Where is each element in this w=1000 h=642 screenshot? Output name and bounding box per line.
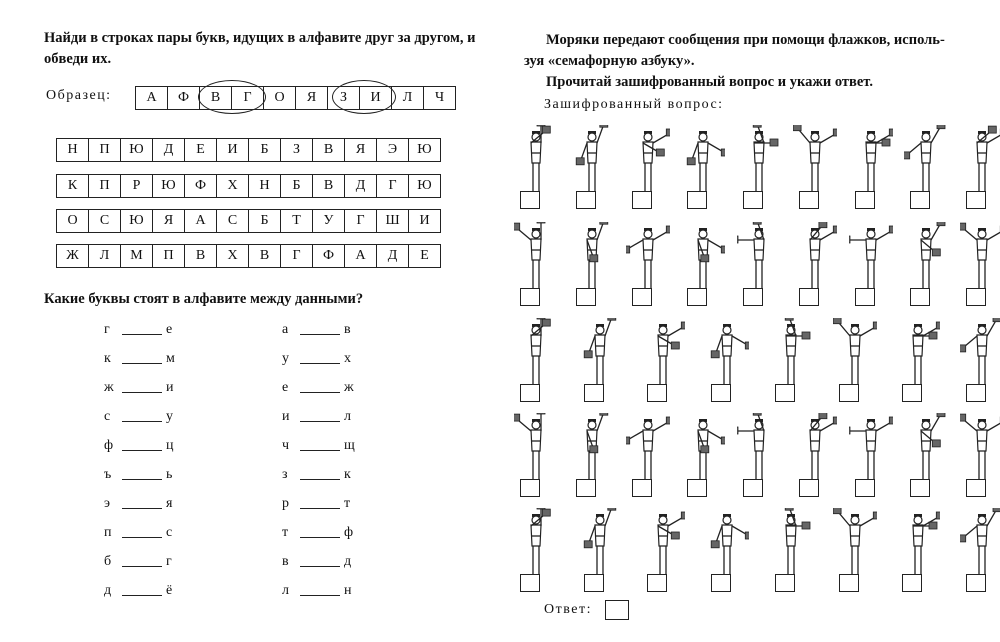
pair-second-letter: л (344, 409, 351, 424)
letter-answer-box[interactable] (855, 479, 875, 497)
letter-answer-box[interactable] (687, 191, 707, 209)
semaphore-figure (514, 125, 554, 195)
pair-second-letter: у (166, 409, 173, 424)
semaphore-figure (570, 222, 610, 292)
letter-cell[interactable]: Д (345, 175, 377, 197)
pair-row (104, 380, 174, 396)
cipher-label: Зашифрованный вопрос: (544, 97, 724, 112)
letter-cell[interactable]: Л (89, 245, 121, 267)
letter-answer-box[interactable] (855, 288, 875, 306)
sample-oval-1 (198, 80, 266, 114)
letter-cell[interactable]: Ю (121, 139, 153, 161)
sample-cell: З (328, 87, 360, 109)
answer-blank[interactable] (122, 449, 162, 451)
semaphore-figure (514, 222, 554, 292)
sample-cell: Л (392, 87, 424, 109)
pair-row (282, 409, 351, 425)
semaphore-figure (960, 222, 1000, 292)
pair-second-letter: т (344, 496, 351, 511)
pair-first-letter: з (282, 467, 288, 482)
sample-row (135, 86, 456, 110)
task3-line-3: Прочитай зашифрованный вопрос и укажи ответ. (546, 74, 873, 90)
semaphore-figure (896, 508, 936, 578)
pair-first-letter: т (282, 525, 289, 540)
pair-second-letter: я (166, 496, 173, 511)
pair-first-letter: и (282, 409, 290, 424)
letter-cell[interactable]: Б (249, 139, 281, 161)
semaphore-figure (849, 413, 889, 483)
letter-cell[interactable]: П (89, 139, 121, 161)
pair-second-letter: е (166, 322, 173, 337)
letter-cell[interactable]: Г (281, 245, 313, 267)
task3-text (524, 30, 994, 93)
pair-row (104, 438, 174, 454)
pair-second-letter: ф (344, 525, 354, 540)
pair-first-letter: ъ (104, 467, 112, 482)
letter-cell[interactable]: Ф (185, 175, 217, 197)
letter-answer-box[interactable] (520, 479, 540, 497)
semaphore-figure (896, 318, 936, 388)
letter-answer-box[interactable] (743, 191, 763, 209)
letter-answer-box[interactable] (910, 288, 930, 306)
letter-cell[interactable]: Ю (417, 178, 432, 193)
letter-cell[interactable]: Д (377, 245, 409, 267)
answer-blank[interactable] (122, 507, 162, 509)
semaphore-figure (626, 222, 666, 292)
task2-text: Какие буквы стоят в алфавите между данными? (44, 291, 364, 307)
letter-cell[interactable]: Я (345, 139, 377, 161)
pair-second-letter: ж (344, 380, 354, 395)
pair-second-letter: ц (166, 438, 174, 453)
pair-second-letter: х (344, 351, 351, 366)
semaphore-figure (626, 413, 666, 483)
letter-answer-box[interactable] (520, 574, 540, 592)
semaphore-figure (793, 125, 833, 195)
task3-line-1: Моряки передают сообщения при помощи флажков, исполь- (546, 32, 945, 48)
pair-row (282, 496, 350, 512)
letter-answer-box[interactable] (839, 384, 859, 402)
pair-first-letter: ф (104, 438, 114, 453)
pair-first-letter: у (282, 351, 289, 366)
letter-answer-box[interactable] (687, 479, 707, 497)
task1-label: Найди в строках пары букв, идущих в алфавите друг за другом, и обведи их. (44, 30, 476, 67)
letter-cell[interactable]: Ш (377, 210, 409, 232)
letter-answer-box[interactable] (910, 191, 930, 209)
semaphore-figure (960, 508, 1000, 578)
letter-answer-box[interactable] (966, 574, 986, 592)
letter-cell[interactable]: Е (420, 248, 429, 263)
letter-cell[interactable]: Г (377, 175, 409, 197)
letter-cell[interactable]: Ю (121, 210, 153, 232)
letter-answer-box[interactable] (855, 191, 875, 209)
letter-cell[interactable]: А (345, 245, 377, 267)
letter-cell[interactable]: В (313, 175, 345, 197)
answer-blank[interactable] (300, 362, 340, 364)
letter-cell[interactable]: Р (121, 175, 153, 197)
letter-cell[interactable]: Т (281, 210, 313, 232)
letter-answer-box[interactable] (632, 191, 652, 209)
semaphore-figure (514, 318, 554, 388)
pair-first-letter: э (104, 496, 111, 511)
semaphore-figure (641, 318, 681, 388)
letter-row (56, 138, 441, 162)
letter-cell[interactable]: В (313, 139, 345, 161)
pair-second-letter: г (166, 554, 172, 569)
sample-cell: Ф (168, 87, 200, 109)
letter-answer-box[interactable] (632, 479, 652, 497)
semaphore-figure (769, 318, 809, 388)
sample-cell: Ч (434, 90, 445, 105)
answer-blank[interactable] (122, 565, 162, 567)
semaphore-figure (514, 413, 554, 483)
letter-answer-box[interactable] (520, 384, 540, 402)
pair-second-letter: ь (166, 467, 173, 482)
letter-answer-box[interactable] (584, 384, 604, 402)
answer-blank[interactable] (122, 478, 162, 480)
letter-cell[interactable]: М (121, 245, 153, 267)
letter-cell[interactable]: И (419, 213, 430, 228)
answer-blank[interactable] (300, 507, 340, 509)
letter-answer-box[interactable] (902, 384, 922, 402)
letter-cell[interactable]: Х (217, 175, 249, 197)
answer-input[interactable] (605, 600, 629, 620)
semaphore-figure (960, 318, 1000, 388)
letter-cell[interactable]: П (89, 175, 121, 197)
semaphore-figure (641, 508, 681, 578)
pair-row (104, 467, 172, 483)
letter-cell[interactable]: С (89, 210, 121, 232)
pair-first-letter: ж (104, 380, 114, 395)
semaphore-figure (849, 222, 889, 292)
semaphore-figure (570, 413, 610, 483)
letter-row (56, 209, 441, 233)
letter-answer-box[interactable] (799, 288, 819, 306)
pair-second-letter: с (166, 525, 173, 540)
letter-answer-box[interactable] (687, 288, 707, 306)
answer-blank[interactable] (122, 536, 162, 538)
pair-row (104, 322, 172, 338)
pair-first-letter: к (104, 351, 111, 366)
letter-cell[interactable]: И (217, 139, 249, 161)
semaphore-figure (578, 508, 618, 578)
pair-row (282, 554, 351, 570)
letter-answer-box[interactable] (576, 288, 596, 306)
letter-cell[interactable]: Э (377, 139, 409, 161)
letter-answer-box[interactable] (647, 384, 667, 402)
letter-cell[interactable]: З (281, 139, 313, 161)
letter-cell[interactable]: В (185, 245, 217, 267)
letter-answer-box[interactable] (966, 479, 986, 497)
letter-answer-box[interactable] (902, 574, 922, 592)
pair-row (104, 583, 172, 599)
letter-row (56, 244, 441, 268)
answer-blank[interactable] (300, 333, 340, 335)
semaphore-figure (705, 318, 745, 388)
semaphore-figure (833, 318, 873, 388)
semaphore-figure (705, 508, 745, 578)
letter-answer-box[interactable] (966, 384, 986, 402)
letter-answer-box[interactable] (576, 191, 596, 209)
pair-row (104, 496, 172, 512)
answer-blank[interactable] (122, 594, 162, 596)
semaphore-figure (737, 413, 777, 483)
pair-first-letter: г (104, 322, 110, 337)
letter-cell[interactable]: П (153, 245, 185, 267)
answer-blank[interactable] (300, 420, 340, 422)
sample-oval-2 (332, 80, 396, 114)
letter-answer-box[interactable] (576, 479, 596, 497)
letter-cell[interactable]: Г (345, 210, 377, 232)
letter-cell[interactable]: Ю (153, 175, 185, 197)
pair-row (282, 438, 355, 454)
pair-row (282, 467, 351, 483)
answer-blank[interactable] (122, 420, 162, 422)
letter-answer-box[interactable] (743, 479, 763, 497)
answer-blank[interactable] (300, 565, 340, 567)
answer-blank[interactable] (300, 449, 340, 451)
answer-blank[interactable] (122, 362, 162, 364)
pair-first-letter: а (282, 322, 289, 337)
task3-line-2: зуя «семафорную азбуку». (524, 53, 695, 69)
pair-row (104, 525, 172, 541)
pair-first-letter: с (104, 409, 111, 424)
semaphore-figure (681, 222, 721, 292)
letter-answer-box[interactable] (775, 384, 795, 402)
letter-answer-box[interactable] (839, 574, 859, 592)
letter-answer-box[interactable] (584, 574, 604, 592)
letter-answer-box[interactable] (647, 574, 667, 592)
semaphore-figure (570, 125, 610, 195)
letter-answer-box[interactable] (632, 288, 652, 306)
letter-answer-box[interactable] (799, 479, 819, 497)
letter-cell[interactable]: Н (249, 175, 281, 197)
letter-answer-box[interactable] (966, 191, 986, 209)
pair-row (104, 409, 173, 425)
answer-blank[interactable] (300, 478, 340, 480)
pair-row (282, 525, 353, 541)
letter-cell[interactable]: Б (281, 175, 313, 197)
pair-second-letter: в (344, 322, 351, 337)
answer-blank[interactable] (122, 333, 162, 335)
pair-row (104, 351, 175, 367)
sample-cell: А (136, 87, 168, 109)
semaphore-figure (514, 508, 554, 578)
letter-cell[interactable]: А (185, 210, 217, 232)
pair-second-letter: ё (166, 583, 173, 598)
letter-cell[interactable]: Б (249, 210, 281, 232)
semaphore-figure (681, 413, 721, 483)
sample-label: Образец: (46, 88, 112, 103)
pair-first-letter: б (104, 554, 112, 569)
letter-answer-box[interactable] (520, 191, 540, 209)
pair-second-letter: щ (344, 438, 355, 453)
answer-label: Ответ: (544, 602, 592, 617)
pair-first-letter: е (282, 380, 289, 395)
pair-row (282, 583, 352, 599)
semaphore-figure (737, 222, 777, 292)
sample-cell: О (264, 87, 296, 109)
pair-second-letter: м (166, 351, 175, 366)
pair-second-letter: н (344, 583, 352, 598)
pair-row (282, 351, 351, 367)
sample-cell: В (200, 87, 232, 109)
semaphore-figure (960, 125, 1000, 195)
pair-first-letter: р (282, 496, 289, 511)
task1-text (44, 28, 484, 70)
pair-row (282, 322, 351, 338)
pair-row (282, 380, 354, 396)
pair-first-letter: л (282, 583, 289, 598)
semaphore-figure (960, 413, 1000, 483)
letter-answer-box[interactable] (711, 384, 731, 402)
semaphore-figure (793, 413, 833, 483)
letter-cell[interactable]: Е (185, 139, 217, 161)
sample-cell: Я (296, 87, 328, 109)
pair-first-letter: в (282, 554, 289, 569)
answer-blank[interactable] (300, 594, 340, 596)
letter-answer-box[interactable] (775, 574, 795, 592)
letter-answer-box[interactable] (520, 288, 540, 306)
letter-answer-box[interactable] (966, 288, 986, 306)
answer-blank[interactable] (300, 536, 340, 538)
letter-cell[interactable]: Ж (57, 245, 89, 267)
letter-cell[interactable]: К (57, 175, 89, 197)
letter-cell[interactable]: Х (217, 245, 249, 267)
semaphore-figure (626, 125, 666, 195)
semaphore-figure (769, 508, 809, 578)
semaphore-figure (737, 125, 777, 195)
pair-first-letter: ч (282, 438, 290, 453)
pair-second-letter: и (166, 380, 174, 395)
semaphore-figure (904, 413, 944, 483)
semaphore-figure (849, 125, 889, 195)
letter-cell[interactable]: Ф (313, 245, 345, 267)
letter-cell[interactable]: Д (153, 139, 185, 161)
sample-cell: И (360, 87, 392, 109)
letter-answer-box[interactable] (711, 574, 731, 592)
semaphore-figure (681, 125, 721, 195)
letter-cell[interactable]: С (217, 210, 249, 232)
answer-blank[interactable] (300, 391, 340, 393)
pair-first-letter: п (104, 525, 112, 540)
pair-second-letter: к (344, 467, 351, 482)
letter-cell[interactable]: Н (57, 139, 89, 161)
semaphore-figure (578, 318, 618, 388)
letter-cell[interactable]: Я (153, 210, 185, 232)
letter-answer-box[interactable] (910, 479, 930, 497)
letter-answer-box[interactable] (743, 288, 763, 306)
letter-cell[interactable]: Ю (417, 142, 432, 157)
letter-row (56, 174, 441, 198)
semaphore-figure (904, 125, 944, 195)
pair-second-letter: д (344, 554, 352, 569)
letter-cell[interactable]: У (313, 210, 345, 232)
semaphore-figure (904, 222, 944, 292)
letter-cell[interactable]: В (249, 245, 281, 267)
semaphore-figure (793, 222, 833, 292)
pair-row (104, 554, 172, 570)
letter-cell[interactable]: О (57, 210, 89, 232)
semaphore-figure (833, 508, 873, 578)
sample-cell: Г (232, 87, 264, 109)
pair-first-letter: д (104, 583, 112, 598)
answer-blank[interactable] (122, 391, 162, 393)
letter-answer-box[interactable] (799, 191, 819, 209)
